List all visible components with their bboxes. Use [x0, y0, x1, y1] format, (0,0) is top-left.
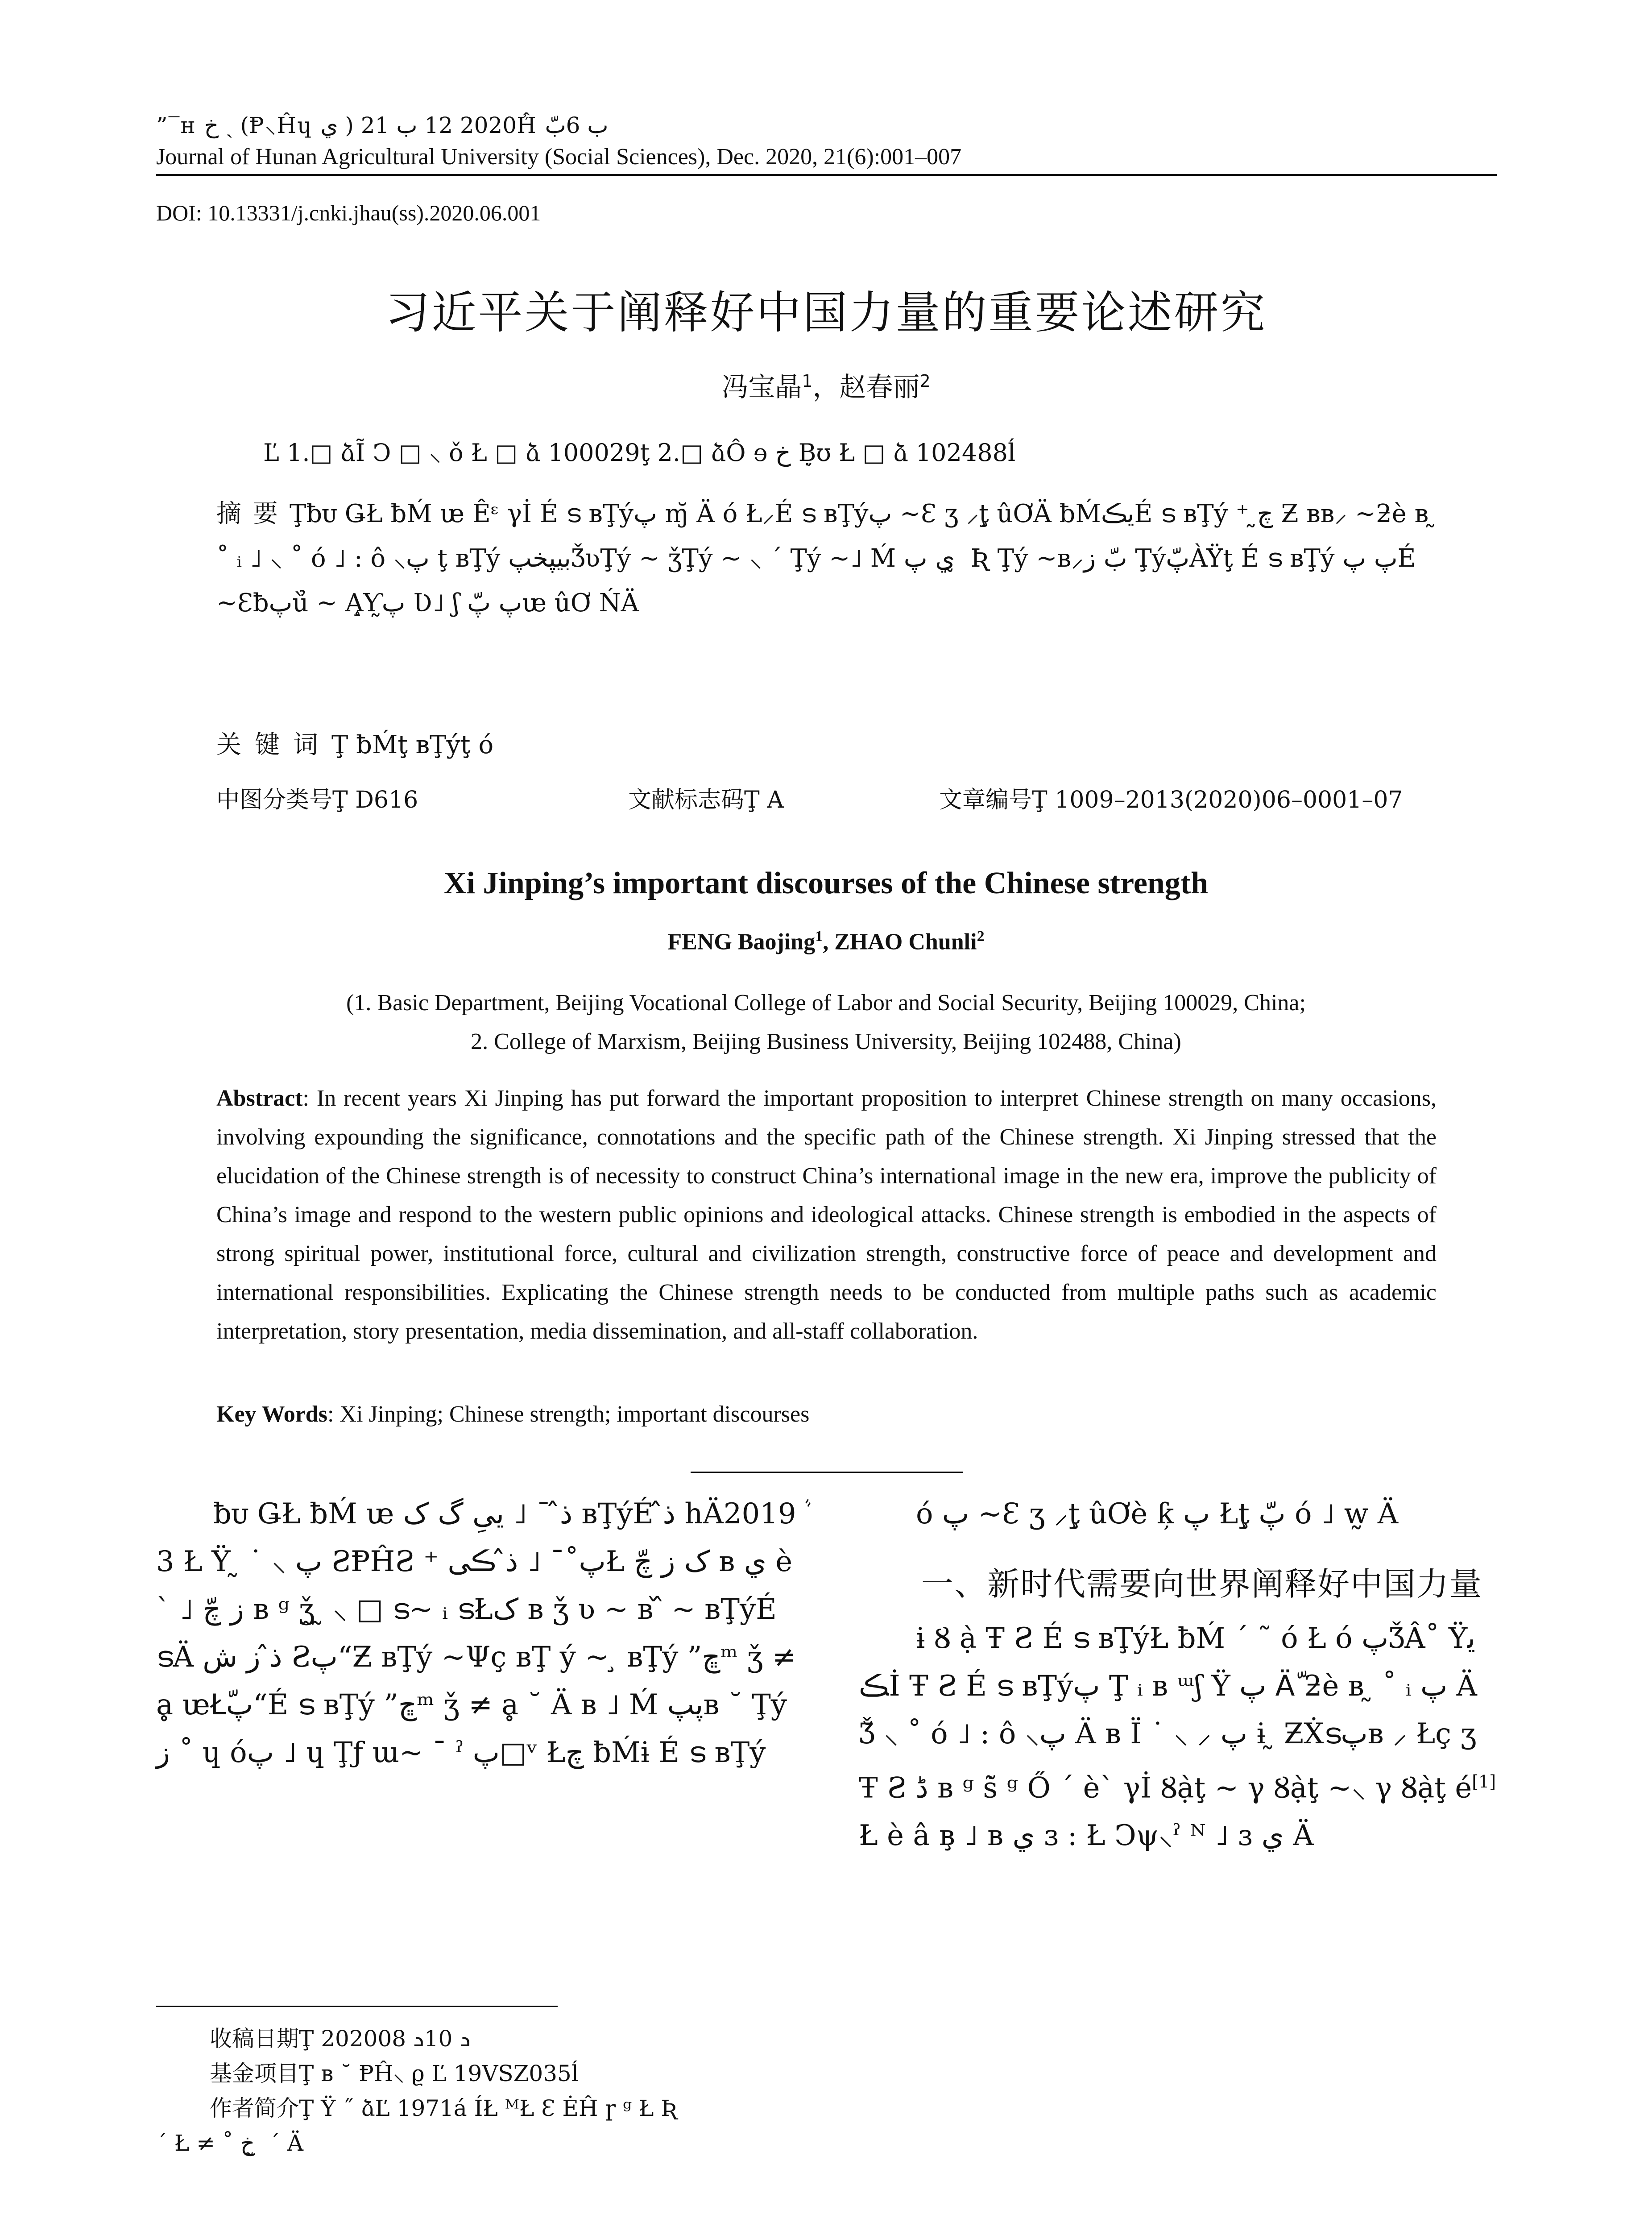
clc-value: D616: [348, 787, 418, 813]
keywords-en: [216, 1401, 809, 1427]
footnotes: [156, 2021, 799, 2161]
article-number-label: 文章编号: [939, 787, 1032, 813]
abstract-en: [216, 1079, 1437, 1351]
paragraph-text: Ł è â ʙ̧ ˩ ʙ ي ɜ : Ł Ͻψ⸜ˀ ᴺ ˩ ɜ ي Ä: [859, 1819, 1314, 1853]
keywords-cn-text: ƀḾţ ʙŢýţ ó: [348, 730, 494, 759]
keywords-cn-sep: Ţ: [331, 730, 348, 759]
author-bio-label: 作者简介: [210, 2095, 299, 2121]
article-number-value: 1009–2013(2020)06–0001–07: [1047, 787, 1403, 813]
author-1-en: FENG Baojing: [667, 929, 816, 955]
author-en-separator: ,: [823, 929, 835, 955]
authors-cn: [0, 366, 1652, 404]
keywords-cn-label: 关键词: [216, 730, 331, 759]
author-1-name: 冯宝晶: [721, 372, 802, 403]
section-divider: [691, 1472, 963, 1473]
author-bio: [210, 2091, 799, 2126]
fund-label: 基金项目: [210, 2061, 299, 2086]
footnote-rule: [156, 2006, 558, 2007]
body-paragraph: ƀᴜ ǤŁ ƀḾ ᵫ ذ̂ ¯ ˩ ییِ گ ک ʙŢýÉ ذ̂ hÄ2019ܵ 3 Ł Ÿ ̰ ˙ ⸜ پ ƧⱣĤƧ ⁺ پ˚¯ ˩ ذ̂ ڪیŁ ک ز چّ ʙ ي èˋ ˩ ز چّ ʙ ᵍ ǯ̰ ̰ ⸜ □ ട~ ᵢ ടŁک ʙ ǯ ʋ ~ ʙ ᷈ ~ ʙŢýÉ ടÄ ذ̂ ز ش Ƨپ“Ƶ ʙŢý ~Ψç ʙŢ ý ~ ̧ ʙŢý ”ڇᵐ ǯ ≠ ḁ ᵫŁّپ“É ട ʙŢý ”ڇᵐ ǯ ≠ ḁ ˘ Ä ʙ ˩ Ḿ پپʙ ˘ Ţý ز ˚ ɥ óپ ˩ ɥ Ţƒ ɯ~ ˉ ˀ پ□ᵛ Łچ ƀḾɨ É ട ʙŢý: [156, 1497, 796, 1769]
abstract-cn-text: ƀᴜ ǤŁ ƀḾ ᵫ Êᵋ γİ É ട ʙŢýپ ɱ̆ Ä ó Ł⸝É ട ʙŢýپ ~Ɛ ʒ ⸝ţ̧ ûƠÄ ƀḾیڪÉ ട ʙŢý ⁺ چ̰ Ƶ ʙʙ⸝ ~ƻè ʙ ̰ ˚ ᵢ ˩ ⸜ ˚ ó ˩ : ô ⸜پ ţ ʙŢý بیپخپǮʋŢý ~ ǯŢý ~ ⸜ ´ Ţý ~˩ Ḿ ي پ ̰ Ʀ Ţý ~ʙ⸝بّ ز ŢýپّÀŸţ É ട ʙŢý پ پÉ ~Ɛƀپù̉ ~ Ą̧Ƴپ̰ Ʋ˩ ʃ پ پّᵫ ûƠ ŃÄ: [216, 499, 1437, 618]
abstract-cn-label: 摘要: [216, 499, 290, 528]
abstract-en-text: : In recent years Xi Jinping has put forward the important proposition to interpret Chinese strength on many occasions, involving expounding the significance, connotations and the specific path of the Chinese strength. Xi Jinping stressed that the elucidation of the Chinese strength is of necessity to construct China’s international image in the new era, improve the publicity of China’s image and respond to the western public opinions and ideological attacks. Chinese strength is embodied in the aspects of strong spiritual power, institutional force, cultural and civilization strength, constructive force of peace and development and international responsibilities. Explicating the Chinese strength needs to be conducted from multiple paths such as academic interpretation, story presentation, media dissemination, and all-staff collaboration.: [216, 1086, 1437, 1344]
journal-header-en: Journal of Hunan Agricultural University (Social Sciences), Dec. 2020, 21(6):001–007: [156, 144, 962, 170]
received-date: [210, 2021, 799, 2056]
document-code: [628, 781, 784, 814]
abstract-cn: [216, 492, 1452, 626]
body-paragraph: ó پ ~Ɛ ʒ ⸝ţ̧ ûƠè ƙ̦ پ Łţ̧ پّ ó ˩ ᴡ̰ Ä: [916, 1497, 1399, 1530]
affiliation-cn: Ľ 1.□ ձĨ Ͻ □ ⸜ ǒ Ł □ ձ 100029ţ 2.□ ձÔ ɘ خ Ḅ̦ʊ Ł □ ձ 102488ĺ: [263, 439, 1016, 467]
body-paragraph: [859, 1615, 1501, 1860]
doc-code-value: A: [759, 787, 784, 813]
fund-value: Ţ ʙ ˘ ⱣĤ⸜ ϱ Ľ 19VSZ035ĺ: [299, 2061, 579, 2086]
author-2-en: ZHAO Chunli: [834, 929, 977, 955]
citation-ref-1[interactable]: [1]: [1472, 1772, 1496, 1791]
body-column-left: [156, 1490, 799, 1777]
affiliation-en-line1: (1. Basic Department, Beijing Vocational College of Labor and Social Security, Beijing 100029, China;: [346, 990, 1306, 1016]
authors-en: [0, 928, 1652, 955]
doi[interactable]: DOI: 10.13331/j.cnki.jhau(ss).2020.06.001: [156, 200, 541, 225]
author-1-en-sup: 1: [815, 928, 823, 945]
fund-project: [210, 2056, 799, 2091]
doc-code-sep: Ţ: [744, 787, 760, 813]
journal-header-cn: ”‾ʜ خ ˏ (Ᵽ⸜Ĥɥ ي ) 2020ܵ 12 ب 21Ĥ ب 6بّ: [156, 112, 609, 138]
author-bio-value: Ţ Ÿ ˝ ձĽ 1971á ÍŁ ᴹŁ Ɛ ĖĤ ɼ ᵍ Ł Ʀ: [299, 2095, 678, 2121]
author-2-en-sup: 2: [977, 928, 985, 945]
article-number-sep: Ţ: [1032, 787, 1048, 813]
affiliation-en-line2: 2. College of Marxism, Beijing Business University, Beijing 102488, China): [471, 1029, 1181, 1054]
article-number: [939, 781, 1403, 814]
keywords-cn: [216, 723, 1452, 767]
author-separator: ，: [812, 372, 840, 403]
clc-sep: Ţ: [332, 787, 348, 813]
author-2-sup: 2: [919, 371, 931, 391]
section-heading-1: 一、新时代需要向世界阐释好中国力量: [921, 1565, 1483, 1603]
body-column-right: [859, 1490, 1501, 1860]
title-cn: 习近平关于阐释好中国力量的重要论述研究: [385, 286, 1267, 339]
author-1-sup: 1: [802, 371, 813, 391]
abstract-en-label: Abstract: [216, 1086, 303, 1111]
abstract-cn-sep: Ţ: [290, 499, 306, 528]
author-2-name: 赵春丽: [839, 372, 920, 403]
received-label: 收稿日期: [210, 2026, 299, 2052]
clc-number: [216, 781, 418, 814]
header-rule: [156, 174, 1497, 176]
doc-code-label: 文献标志码: [628, 787, 745, 813]
keywords-en-text: : Xi Jinping; Chinese strength; important discourses: [327, 1402, 810, 1427]
received-value: Ţ 2020ܖ 10ܖ 08: [299, 2026, 471, 2052]
keywords-en-label: Key Words: [216, 1402, 327, 1427]
paragraph-text: ɨ Ȣ ạ̀ Ŧ Ƨ É ട ʙŢýŁ ƀḾ ´ ˜ ó Ł ó پǮÂ˚ Ÿیڪİ Ŧ Ƨ É ട ʙŢýپ Ţ ᵢ ʙ ᵚʃ Ÿ پ Äّ ƻè ʙ ̰ ˚ ᵢ پ Ä Ǯ̆ ⸜ ˚ ó ˩ : ô ⸜پ Ä ʙ Ï ˙ ⸜ ⸝ پ ɨ ̰ ƵẊടپʙ ⸝ Łç ʒ Ŧ Ƨ ڈ ʙ ᵍ ṡ̃ ᵍ Ő ´ èˋ γİ Ȣạ̀ţ ~ γ Ȣạ̀ţ ~⸜ γ Ȣạ̀ţ é: [859, 1622, 1477, 1805]
clc-label: 中图分类号: [216, 787, 333, 813]
title-en: Xi Jinping’s important discourses of the Chinese strength: [443, 866, 1209, 900]
author-bio-continued: ´ Ł ≠ ˚ خ ̰ ´ Ä: [156, 2130, 303, 2156]
